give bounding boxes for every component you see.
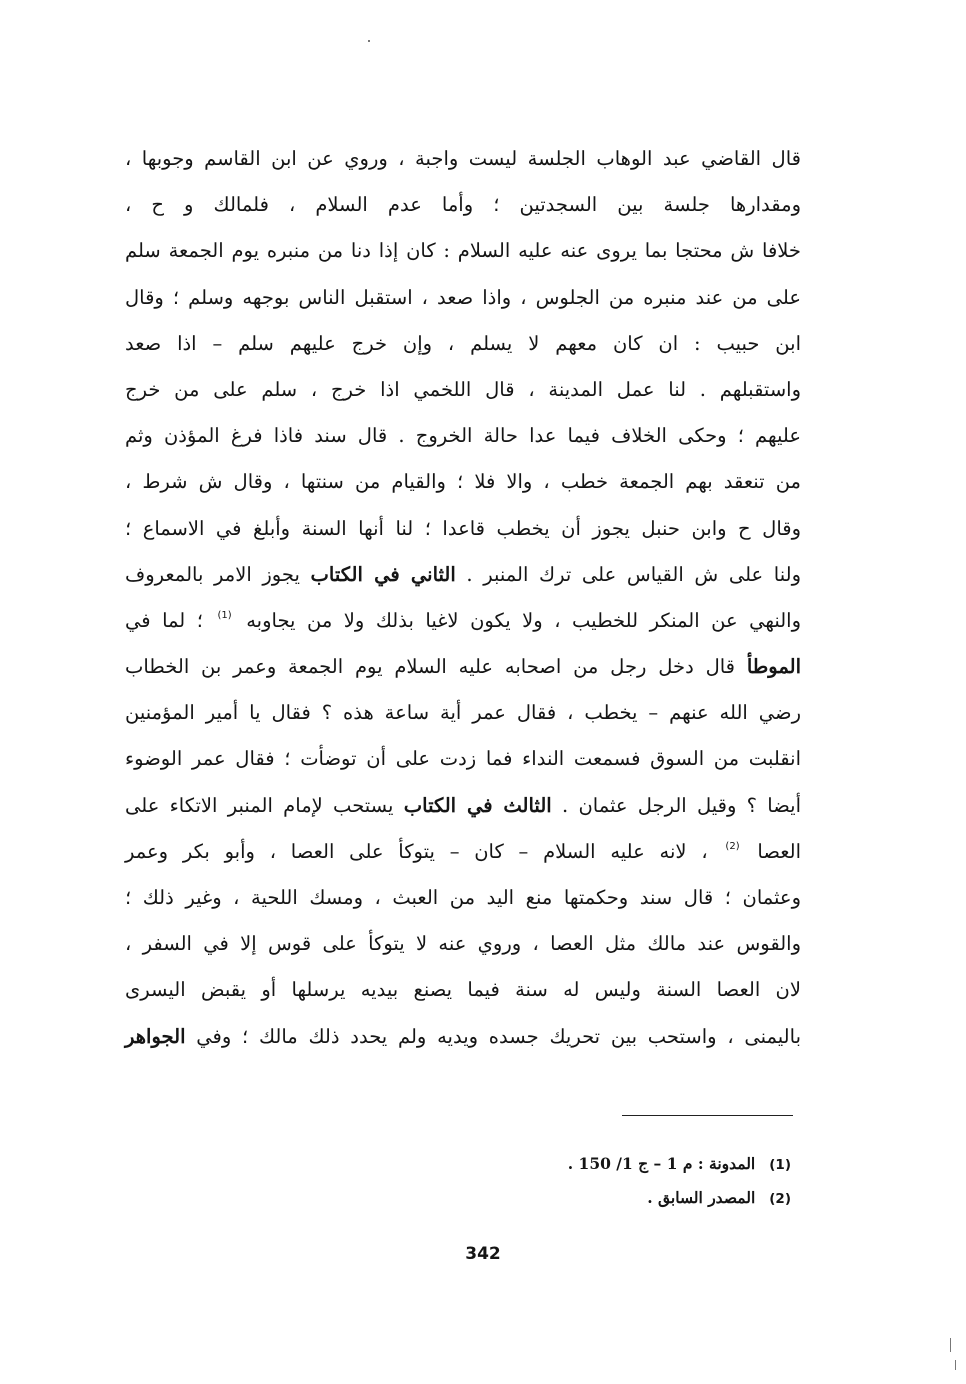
section-heading: الثالث في الكتاب bbox=[403, 793, 552, 817]
text-line: لان العصا السنة وليس له سنة فيما يصنع بيديه يرسلها أو يقبض اليسرى bbox=[125, 978, 801, 1002]
footnote-separator bbox=[622, 1115, 793, 1116]
scan-speck bbox=[368, 40, 370, 42]
page-number: 342 bbox=[465, 1244, 501, 1264]
text-line: وقال ح وابن حنبل يجوز أن يخطب قاعدا ؛ لنا أنها السنة وأبلغ في الاسماع ؛ bbox=[125, 516, 801, 540]
text-line: والنهي عن المنكر للخطيب ، ولا يكون لاغيا بذلك ولا من يجاوبه $^{(1)}$ ؛ لما في bbox=[125, 608, 802, 632]
section-heading: الثاني في الكتاب bbox=[310, 562, 456, 586]
text-line: عليهم ؛ وحكى الخلاف فيما عدا حالة الخروج . قال سند فاذا فرغ المؤذن وثم bbox=[125, 424, 801, 448]
footnote-marker: (2) bbox=[725, 840, 740, 852]
footnote-number: (2) bbox=[769, 1191, 791, 1207]
footnotes bbox=[568, 1147, 791, 1215]
text-line: أيضا ؟ وقيل الرجل عثمان . الثالث في الكتاب يستحب لإمام المنبر الاتكاء على bbox=[125, 793, 801, 817]
text-line: ولنا على ش القياس على ترك المنبر . الثاني في الكتاب يجوز الامر بالمعروف bbox=[125, 562, 801, 586]
footnote-text: المصدر السابق . bbox=[647, 1188, 756, 1207]
text-line: وعثمان ؛ قال سند وحكمتها منع اليد من العبث ، ومسك اللحية ، وغير ذلك ؛ bbox=[125, 886, 801, 909]
footnote bbox=[568, 1181, 791, 1215]
text-line: العصا $^{(2)}$ ، لانه عليه السلام – كان – يتوكأ على العصا ، وأبو بكر وعمر bbox=[125, 839, 801, 863]
text-line: والقوس عند مالك مثل العصا ، وروي عنه لا يتوكأ على قوس إلا في السفر ، bbox=[125, 932, 801, 956]
footnote-text: المدونة : م 1 – ج 1/ 150 . bbox=[567, 1154, 756, 1173]
body-text bbox=[125, 136, 801, 1060]
text-line: رضي الله عنهم – يخطب ، فقال عمر أية ساعة هذه ؟ فقال يا أمير المؤمنين bbox=[125, 701, 801, 725]
bold-reference: الموطأ bbox=[746, 655, 801, 679]
text-line: على من عند منبره من الجلوس ، واذا صعد ، استقبل الناس بوجهه وسلم ؛ وقال bbox=[125, 285, 801, 309]
text-line: باليمنى ، واستحب بين تحريك جسده ويديه ولم يحدد ذلك مالك ؛ وفي الجواهر bbox=[125, 1024, 801, 1048]
text-line: انقلبت من السوق فسمعت النداء فما زدت على أن توضأت ؛ فقال عمر الوضوء bbox=[125, 747, 801, 771]
text-line: من تنعقد بهم الجمعة خطب ، والا فلا ؛ والقيام من سنتها ، وقال ش شرط ، bbox=[125, 470, 801, 494]
footnote bbox=[568, 1147, 791, 1181]
text-line: واستقبلهم . لنا عمل المدينة ، قال اللخمي اذا خرج ، سلم على من خرج bbox=[125, 377, 801, 401]
footnote-number: (1) bbox=[769, 1157, 791, 1173]
text-line: ابن حبيب : ان كان معهم لا يسلم ، وإن خرج عليهم سلم – اذا صعد bbox=[125, 331, 801, 355]
text-line: الموطأ قال دخل رجل من اصحابه عليه السلام يوم الجمعة وعمر بن الخطاب bbox=[125, 655, 801, 679]
scan-speck bbox=[955, 1360, 956, 1370]
bold-reference: الجواهر bbox=[125, 1024, 186, 1048]
text-line: ومقدارها جلسة بين السجدتين ؛ وأما عدم السلام ، فلمالك و ح ، bbox=[125, 193, 801, 217]
scan-speck bbox=[950, 1338, 951, 1352]
text-line: خلافا ش محتجا بما يروى عنه عليه السلام : كان إذا دنا من منبره يوم الجمعة سلم bbox=[125, 239, 801, 263]
footnote-marker: (1) bbox=[217, 609, 232, 621]
text-line: قال القاضي عبد الوهاب الجلسة ليست واجبة ، وروي عن ابن القاسم وجوبها ، bbox=[125, 147, 801, 170]
